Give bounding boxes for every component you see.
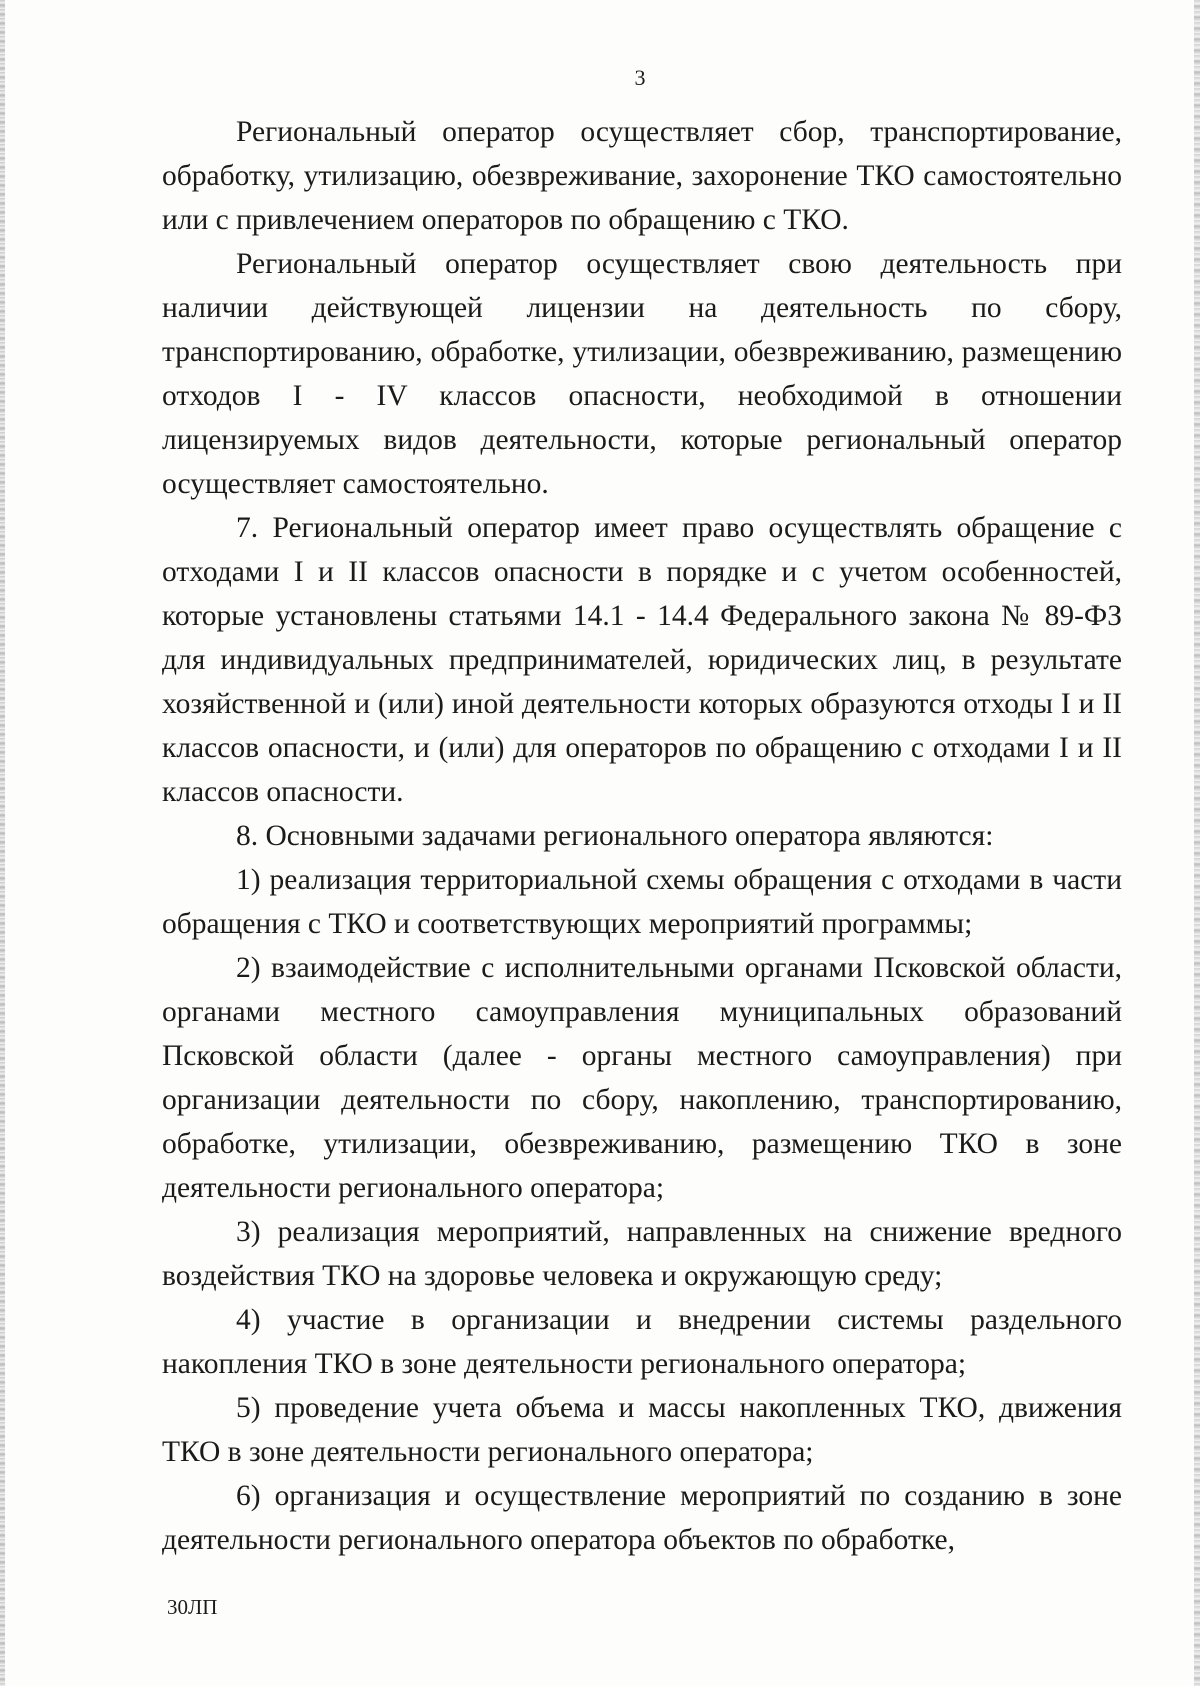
scan-edge-right bbox=[1194, 0, 1200, 1686]
paragraph-license: Региональный оператор осуществляет свою деятельность при наличии действующей лицензии на деятельность по сбору, транспортированию, обработке, утилизации, обезвреживанию, размещению отходов I - IV классов опасности, необходимой в отношении лицензируемых видов деятельности, которые региональный оператор осуществляет самостоятельно. bbox=[162, 248, 1122, 500]
paragraph-task-2: 2) взаимодействие с исполнительными органами Псковской области, органами местного самоуправления муниципальных образований Псковской области (далее - органы местного самоуправления) при организации деятельности по сбору, накоплению, транспортированию, обработке, утилизации, обезвреживанию, размещению ТКО в зоне деятельности регионального оператора; bbox=[162, 952, 1122, 1204]
paragraph-task-5: 5) проведение учета объема и массы накопленных ТКО, движения ТКО в зоне деятельности регионального оператора; bbox=[162, 1392, 1122, 1468]
paragraph-task-6: 6) организация и осуществление мероприятий по созданию в зоне деятельности регионального оператора объектов по обработке, bbox=[162, 1480, 1122, 1556]
scan-edge-left bbox=[0, 0, 5, 1686]
paragraph-item-7: 7. Региональный оператор имеет право осуществлять обращение с отходами I и II классов опасности в порядке и с учетом особенностей, которые установлены статьями 14.1 - 14.4 Федерального закона № 89-ФЗ для индивидуальных предпринимателей, юридических лиц, в результате хозяйственной и (или) иной деятельности которых образуются отходы I и II классов опасности, и (или) для операторов по обращению с отходами I и II классов опасности. bbox=[162, 512, 1122, 808]
paragraph-task-1: 1) реализация территориальной схемы обращения с отходами в части обращения с ТКО и соответствующих мероприятий программы; bbox=[162, 864, 1122, 940]
paragraph-item-8-heading: 8. Основными задачами регионального оператора являются: bbox=[236, 820, 994, 852]
document-body bbox=[162, 110, 1122, 1562]
paragraph-regional-operator-activities: Региональный оператор осуществляет сбор, транспортирование, обработку, утилизацию, обезвреживание, захоронение ТКО самостоятельно или с привлечением операторов по обращению с ТКО. bbox=[162, 116, 1122, 236]
footer-document-code: 30ЛП bbox=[167, 1595, 218, 1619]
paragraph-task-3: 3) реализация мероприятий, направленных на снижение вредного воздействия ТКО на здоровье человека и окружающую среду; bbox=[162, 1216, 1122, 1292]
page-number: 3 bbox=[634, 65, 646, 90]
paragraph-task-4: 4) участие в организации и внедрении системы раздельного накопления ТКО в зоне деятельности регионального оператора; bbox=[162, 1304, 1122, 1380]
